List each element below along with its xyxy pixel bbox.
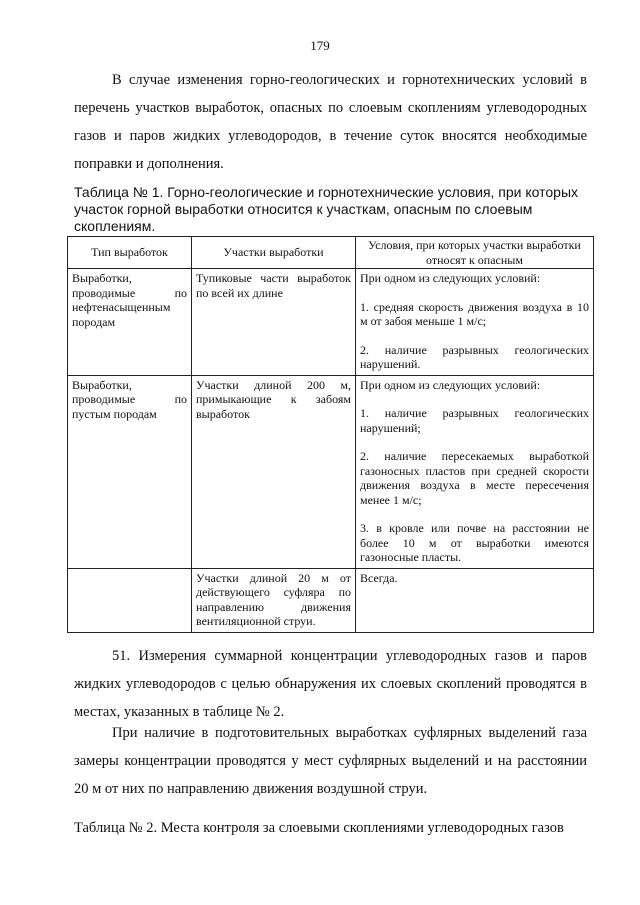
row3-type <box>68 568 192 632</box>
table1-caption: Таблица № 1. Горно-геологические и горнотехнические условия, при которых участок горной выработки относится к участкам, опасным по слоевым скоплениям. <box>74 184 579 234</box>
paragraph-suflar: При наличие в подготовительных выработках суфлярных выделений газа замеры концентрации проводятся у мест суфлярных выделений и на расстоянии 20 м от них по направлению движения воздушной струи. <box>74 725 587 797</box>
table-header-row <box>68 237 594 269</box>
row1-condition-2: 2. наличие разрывных геологических нарушений. <box>360 342 589 371</box>
table-row <box>68 568 594 632</box>
row2-condition-2: 2. наличие пересекаемых выработкой газоносных пластов при средней скорости движения воздуха в месте пересечения менее 1 м/с; <box>360 449 589 507</box>
paragraph-51: 51. Измерения суммарной концентрации углеводородных газов и паров жидких углеводородов с целью обнаружения их слоевых скоплений проводятся в местах, указанных в таблице № 2. <box>74 648 587 720</box>
row1-section: Тупиковые части выработок по всей их длине <box>192 269 356 376</box>
row1-type: Выработки, проводимые по нефтенасыщенным породам <box>68 269 192 376</box>
table2-caption: Таблица № 2. Места контроля за слоевыми скоплениями углеводородных газов <box>74 820 564 836</box>
table-row <box>68 269 594 376</box>
page-number: 179 <box>310 38 330 53</box>
row2-condition-1: 1. наличие разрывных геологических нарушений; <box>360 406 589 435</box>
row3-section: Участки длиной 20 м от действующего суфляра по направлению движения вентиляционной струи. <box>192 568 356 632</box>
row2-section: Участки длиной 200 м, примыкающие к забоям выработок <box>192 375 356 568</box>
row2-condition-3: 3. в кровле или почве на расстоянии не более 10 м от выработки имеются газоносные пласты. <box>360 521 589 564</box>
conditions-table <box>67 236 594 633</box>
intro-paragraph: В случае изменения горно-геологических и горнотехнических условий в перечень участков выработок, опасных по слоевым скоплениям углеводородных газов и паров жидких углеводородов, в течение суток вносятся необходимые поправки и дополнения. <box>74 72 587 172</box>
row3-conditions <box>356 568 594 632</box>
table-row <box>68 375 594 568</box>
row2-condition-intro: При одном из следующих условий: <box>360 377 541 392</box>
header-conditions: Условия, при которых участки выработки относят к опасным <box>356 237 594 269</box>
row2-conditions <box>356 375 594 568</box>
row3-condition-intro: Всегда. <box>360 570 398 585</box>
row1-condition-intro: При одном из следующих условий: <box>360 271 541 285</box>
row2-type: Выработки, проводимые по пустым породам <box>68 375 192 568</box>
row1-condition-1: 1. средняя скорость движения воздуха в 10 м от забоя меньше 1 м/с; <box>360 299 589 328</box>
row1-conditions <box>356 269 594 376</box>
header-type: Тип выработок <box>68 237 192 269</box>
header-section: Участки выработки <box>192 237 356 269</box>
